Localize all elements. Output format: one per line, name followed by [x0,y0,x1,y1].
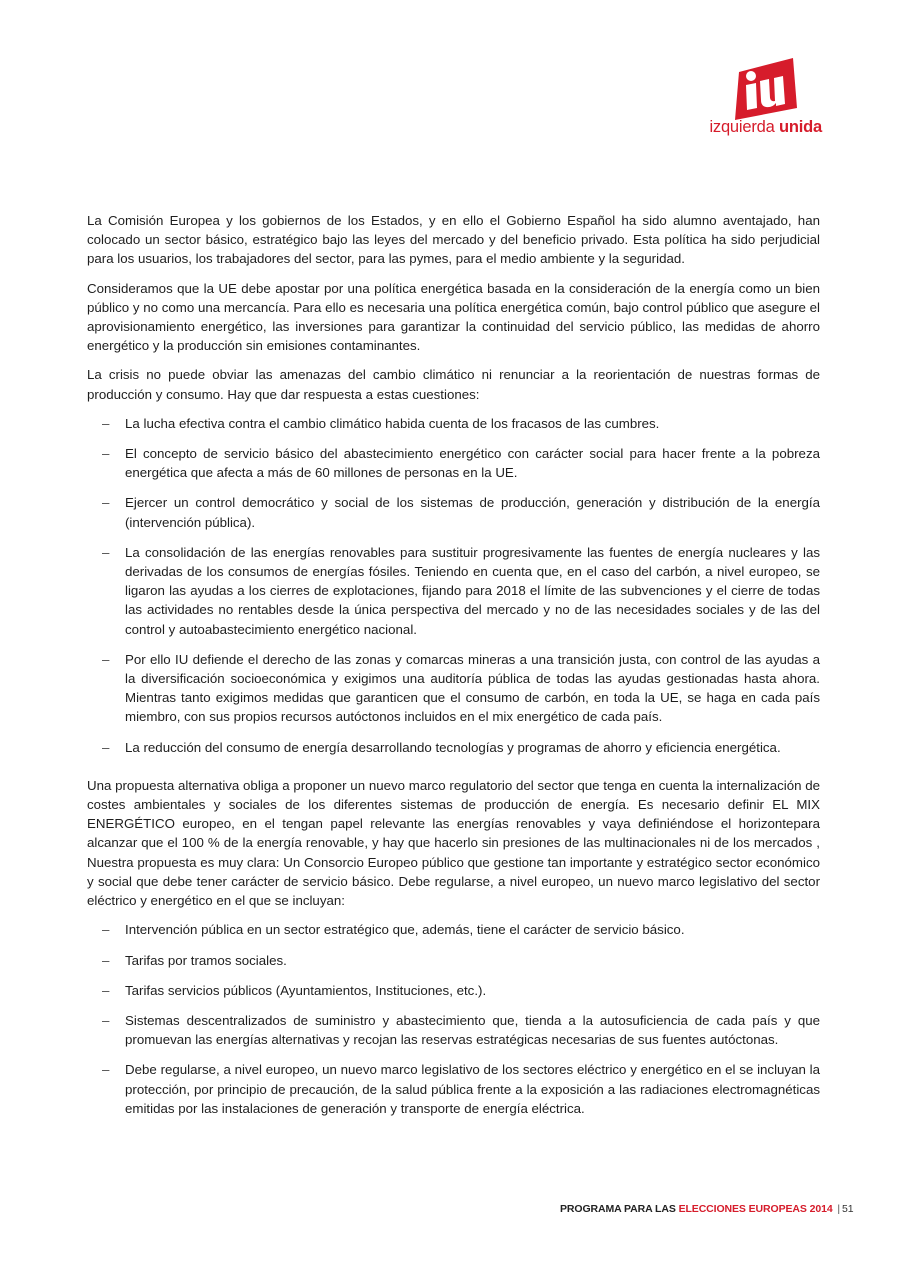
list-item-text: Tarifas por tramos sociales. [125,952,287,968]
list-item [87,981,820,1000]
logo-wordmark [706,118,822,137]
logo-word-izquierda: izquierda [709,118,775,136]
list-item [87,650,820,727]
list-bullet: – [102,415,110,431]
list-item-text: Intervención pública en un sector estratégico que, además, tiene el carácter de servicio básico. [125,922,685,938]
list-item-text: Tarifas servicios públicos (Ayuntamientos, Instituciones, etc.). [125,982,487,998]
iu-logo-icon [731,58,799,120]
list-item [87,951,820,970]
list-item-text: La lucha efectiva contra el cambio climático habida cuenta de los fracasos de las cumbres. [125,415,660,431]
page-footer [560,1203,854,1215]
paragraph-3: La crisis no puede obviar las amenazas del cambio climático ni renunciar a la reorientación de nuestras formas de producción y consumo. Hay que dar respuesta a estas cuestiones: [87,367,820,402]
list-item [87,920,820,939]
list-bullet: – [102,1012,110,1028]
paragraph-2: Consideramos que la UE debe apostar por una política energética basada en la consideración de la energía como un bien público y no como una mercancía. Para ello es necesaria una política energética común, bajo control público que asegure el aprovisionamiento energético, las inversiones para garantizar la continuidad del servicio público, las medidas de ahorro energético y la producción sin emisiones contaminantes. [87,280,820,354]
list-item-text: Debe regularse, a nivel europeo, un nuevo marco legislativo de los sectores eléctrico y energético en el se incluyan la protección, por principio de precaución, de la salud pública frente a la exposición a las radiaciones electromagnéticas emitidas por las instalaciones de generación y transporte de energía eléctrica. [125,1062,820,1116]
list-item [87,738,820,757]
logo-word-unida: unida [779,118,822,136]
list-item-text: La reducción del consumo de energía desarrollando tecnologías y programas de ahorro y eficiencia energética. [125,739,781,755]
list-bullet: – [102,651,110,667]
section-spacer [87,768,820,776]
list-bullet: – [102,952,110,968]
footer-elections-label: ELECCIONES EUROPEAS 2014 [678,1203,833,1215]
list-bullet: – [102,446,110,462]
footer-program-label: PROGRAMA PARA LAS [560,1203,676,1215]
list-bullet: – [102,495,110,511]
list-item [87,1060,820,1118]
list-item [87,1011,820,1049]
paragraph-4: Una propuesta alternativa obliga a proponer un nuevo marco regulatorio del sector que tenga en cuenta la internalización de costes ambientales y sociales de los diferentes sistemas de producción de energía. Es necesario definir EL MIX ENERGÉTICO europeo, en el tengan papel relevante las energías renovables y vaya definiéndose el horizontepara alcanzar que el 100 % de la energía renovable, y hay que hacerlo sin presiones de las multinacionales ni de los mercados , Nuestra propuesta es muy clara: Un Consorcio Europeo público que gestione tan importante y estratégico sector económico y social que debe tener carácter de servicio básico. Debe regularse, a nivel europeo, un nuevo marco legislativo del sector eléctrico y energético en el que se incluyan: [87,777,820,909]
list-bullet: – [102,1062,110,1078]
page-number: 51 [842,1203,854,1215]
paragraph-1: La Comisión Europea y los gobiernos de los Estados, y en ello el Gobierno Español ha sido alumno aventajado, han colocado un sector básico, estratégico bajo las leyes del mercado y del beneficio privado. Esta política ha sido perjudicial para los usuarios, los trabajadores del sector, para las pymes, para el medio ambiente y la seguridad. [87,213,820,267]
list-item-text: Ejercer un control democrático y social de los sistemas de producción, generación y distribución de la energía (intervención pública). [125,495,820,530]
list-item [87,493,820,531]
document-body [87,211,820,1129]
energy-issues-list [87,414,820,757]
list-bullet: – [102,922,110,938]
regulatory-framework-list [87,920,820,1118]
izquierda-unida-logo [706,58,822,148]
list-bullet: – [102,739,110,755]
list-item [87,414,820,433]
list-item-text: Sistemas descentralizados de suministro y abastecimiento que, tienda a la autosuficiencia de cada país y que promuevan las energías alternativas y recojan las reservas estratégicas necesarias de sus fuentes autóctonas. [125,1012,820,1048]
list-item-text: El concepto de servicio básico del abastecimiento energético con carácter social para hacer frente a la pobreza energética que afecta a más de 60 millones de personas en la UE. [125,446,820,481]
list-item [87,444,820,482]
list-item-text: La consolidación de las energías renovables para sustituir progresivamente las fuentes de energía nucleares y las derivadas de los consumos de energías fósiles. Teniendo en cuenta que, en el caso del carbón, a nivel europeo, se ligaron las ayudas a los cierres de explotaciones, fijando para 2018 el límite de las subvenciones y el cierre de todas las actividades no rentables desde la única perspectiva del mercado y no de las necesidades sociales y de las del control y autoabastecimiento energético nacional. [125,544,820,637]
list-item-text: Por ello IU defiende el derecho de las zonas y comarcas mineras a una transición justa, con control de las ayudas a la diversificación socioeconómica y exigimos una auditoría pública de todas las ayudas gestionadas hasta ahora. Mientras tanto exigimos medidas que garanticen que el consumo de carbón, en toda la UE, se haga en cada país miembro, con sus propios recursos autóctonos incluidos en el mix energético de cada país. [125,651,820,725]
list-item [87,543,820,639]
list-bullet: – [102,982,110,998]
footer-separator: | [837,1203,841,1215]
list-bullet: – [102,544,110,560]
